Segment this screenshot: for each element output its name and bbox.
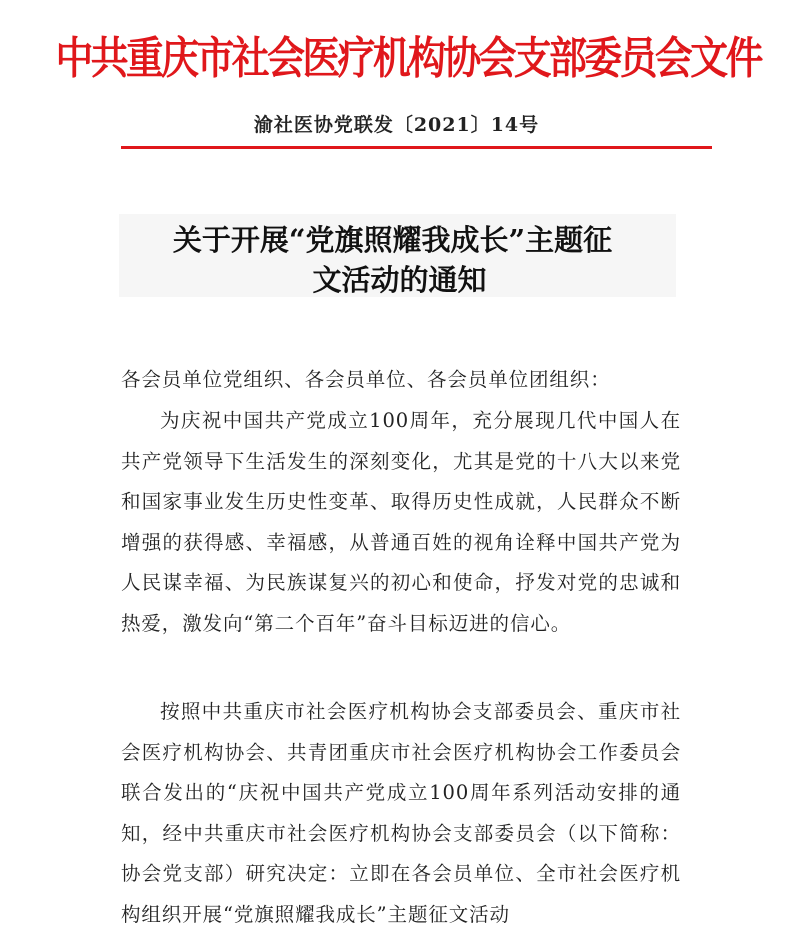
salutation: 各会员单位党组织、各会员单位、各会员单位团组织：	[121, 368, 611, 391]
document-number: 渝社医协党联发〔2021〕14号	[253, 114, 540, 136]
body-paragraph-1: 为庆祝中国共产党成立100周年，充分展现几代中国人在共产党领导下生活发生的深刻变化，尤其是党的十八大以来党和国家事业发生历史性变革、取得历史性成就，人民群众不断增强的获得感、幸福感，从普通百姓的视角诠释中国共产党为人民谋幸福、为民族谋复兴的初心和使命，抒发对党的忠诚和热爱，激发向“第二个百年”奋斗目标迈进的信心。	[121, 409, 681, 635]
red-divider-line	[121, 146, 712, 149]
document-title	[119, 214, 676, 297]
title-line-1: 关于开展“党旗照耀我成长”主题征	[172, 223, 613, 257]
title-line-2: 文活动的通知	[312, 263, 487, 297]
body-paragraph-2: 按照中共重庆市社会医疗机构协会支部委员会、重庆市社会医疗机构协会、共青团重庆市社会医疗机构协会工作委员会联合发出的“庆祝中国共产党成立100周年系列活动安排的通知，经中共重庆市社会医疗机构协会支部委员会（以下简称：协会党支部）研究决定：立即在各会员单位、全市社会医疗机构组织开展“党旗照耀我成长”主题征文活动	[121, 700, 681, 926]
document-masthead: 中共重庆市社会医疗机构协会支部委员会文件	[55, 33, 761, 84]
